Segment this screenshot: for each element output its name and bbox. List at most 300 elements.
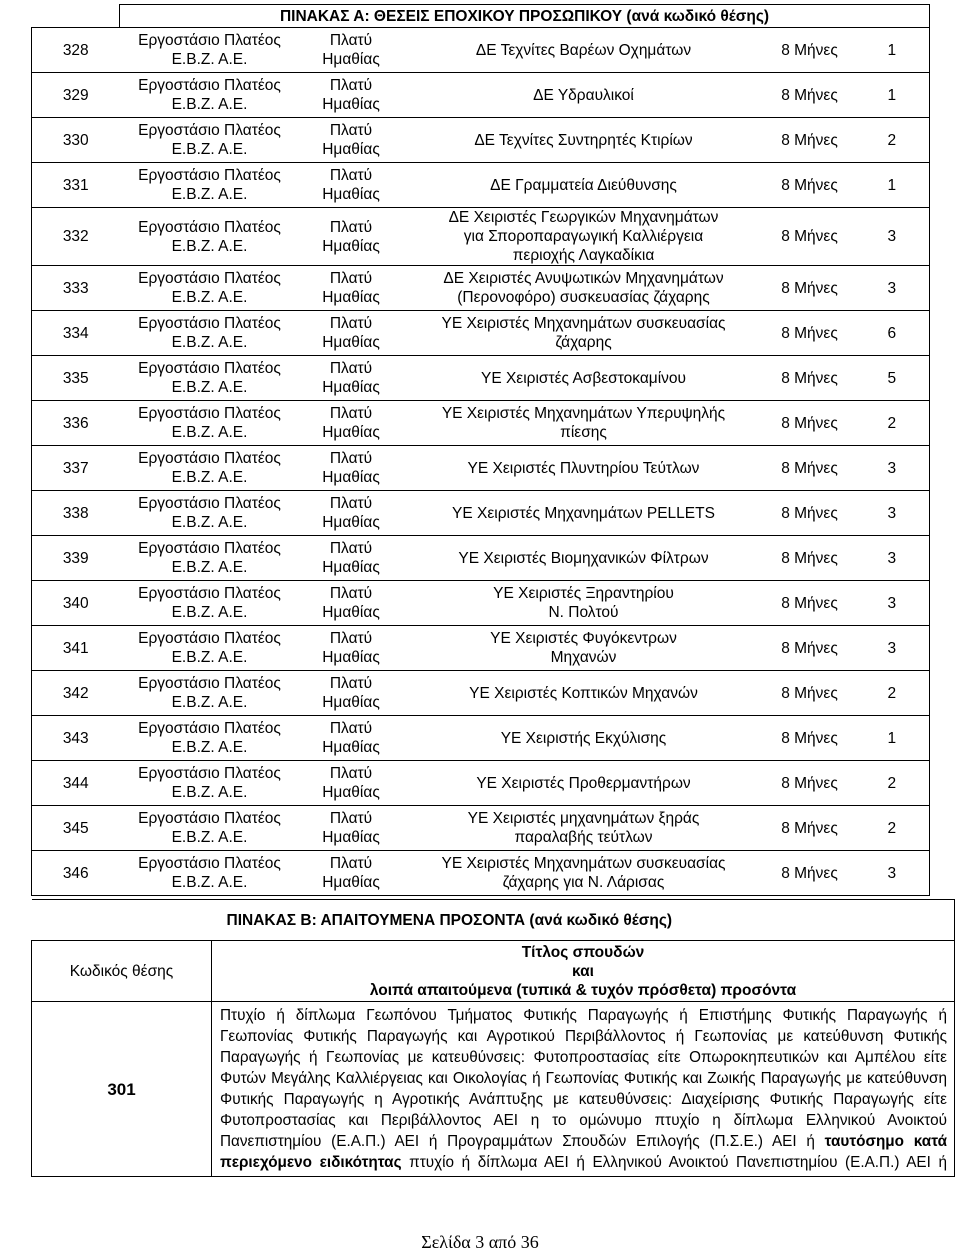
position-organization-line: Ε.Β.Ζ. Α.Ε. — [171, 289, 248, 306]
position-row — [32, 163, 930, 208]
position-location-line: Πλατύ — [329, 810, 373, 827]
position-count-line: 2 — [887, 414, 897, 432]
position-specialty — [403, 536, 765, 581]
position-specialty-line: ζάχαρης — [555, 334, 612, 351]
position-code — [32, 311, 120, 356]
position-organization — [120, 806, 300, 851]
position-code — [32, 851, 120, 896]
position-location — [300, 761, 403, 806]
position-code-line: 336 — [62, 414, 89, 432]
position-duration-line: 8 Μήνες — [781, 459, 838, 477]
position-specialty-line: Μηχανών — [550, 649, 617, 666]
position-duration — [765, 356, 855, 401]
position-code-line: 330 — [62, 131, 89, 149]
position-location — [300, 446, 403, 491]
position-count-line: 3 — [887, 228, 897, 245]
position-location-line: Πλατύ — [329, 720, 373, 737]
position-location — [300, 311, 403, 356]
position-specialty — [403, 446, 765, 491]
position-row — [32, 536, 930, 581]
position-organization-line: Εργοστάσιο Πλατέος — [138, 720, 281, 737]
position-row — [32, 73, 930, 118]
position-code-line: 328 — [62, 41, 89, 59]
position-location — [300, 716, 403, 761]
position-location — [300, 28, 403, 73]
position-duration-line: 8 Μήνες — [781, 639, 838, 657]
position-duration-line: 8 Μήνες — [781, 369, 838, 387]
position-specialty-line: ΥΕ Χειριστές Μηχανημάτων συσκευασίας — [441, 315, 726, 332]
position-code — [32, 806, 120, 851]
position-organization — [120, 626, 300, 671]
position-count-line: 3 — [887, 459, 897, 477]
position-organization — [120, 266, 300, 311]
position-specialty-line: πίεσης — [560, 424, 607, 441]
position-row — [32, 28, 930, 73]
position-code — [32, 266, 120, 311]
position-count-line: 1 — [887, 729, 897, 747]
position-organization-line: Εργοστάσιο Πλατέος — [138, 540, 281, 557]
position-count — [855, 716, 930, 761]
position-location-line: Πλατύ — [329, 32, 373, 49]
position-organization-line: Εργοστάσιο Πλατέος — [138, 270, 281, 287]
position-organization-line: Εργοστάσιο Πλατέος — [138, 585, 281, 602]
position-specialty — [403, 118, 765, 163]
position-organization — [120, 28, 300, 73]
position-code-line: 344 — [62, 774, 89, 792]
position-duration-line: 8 Μήνες — [781, 228, 838, 245]
position-location — [300, 208, 403, 266]
position-location-line: Πλατύ — [329, 585, 373, 602]
position-duration — [765, 163, 855, 208]
position-duration — [765, 716, 855, 761]
position-code-line: 331 — [62, 176, 89, 194]
position-specialty-line: ΥΕ Χειριστές Ασβεστοκαμίνου — [480, 369, 687, 387]
position-organization-line: Ε.Β.Ζ. Α.Ε. — [171, 649, 248, 666]
position-specialty-line: ΥΕ Χειριστές Μηχανημάτων συσκευασίας — [441, 855, 726, 872]
position-organization-line: Ε.Β.Ζ. Α.Ε. — [171, 739, 248, 756]
position-specialty-line: ΥΕ Χειριστής Εκχύλισης — [500, 729, 667, 747]
position-row — [32, 266, 930, 311]
position-specialty-line: ΥΕ Χειριστές Μηχανημάτων PELLETS — [452, 504, 715, 522]
position-organization — [120, 671, 300, 716]
position-count — [855, 446, 930, 491]
position-organization — [120, 118, 300, 163]
position-organization-line: Ε.Β.Ζ. Α.Ε. — [171, 514, 248, 531]
position-specialty-line: ΔΕ Χειριστές Γεωργικών Μηχανημάτων — [448, 209, 719, 226]
position-location-line: Ημαθίας — [322, 289, 380, 306]
position-count — [855, 401, 930, 446]
position-location-line: Ημαθίας — [322, 51, 380, 68]
position-count — [855, 118, 930, 163]
position-count-line: 2 — [887, 819, 897, 837]
position-organization — [120, 401, 300, 446]
position-organization-line: Εργοστάσιο Πλατέος — [138, 450, 281, 467]
position-specialty — [403, 401, 765, 446]
position-duration-line: 8 Μήνες — [781, 729, 838, 747]
position-duration — [765, 266, 855, 311]
position-count-line: 1 — [887, 86, 897, 104]
position-count-line: 3 — [887, 549, 897, 567]
position-location-line: Πλατύ — [329, 360, 373, 377]
position-code — [32, 28, 120, 73]
position-specialty-line: ΥΕ Χειριστές Ξηραντηρίου — [493, 585, 674, 602]
position-location-line: Ημαθίας — [322, 141, 380, 158]
qualifications-table-title: ΠΙΝΑΚΑΣ Β: ΑΠΑΙΤΟΥΜΕΝΑ ΠΡΟΣΟΝΤΑ (ανά κωδικό θέσης) — [212, 900, 955, 941]
position-organization-line: Ε.Β.Ζ. Α.Ε. — [171, 469, 248, 486]
position-count-line: 3 — [887, 279, 897, 297]
position-code-line: 340 — [62, 594, 89, 612]
position-location-line: Ημαθίας — [322, 874, 380, 891]
position-count — [855, 626, 930, 671]
position-organization-line: Εργοστάσιο Πλατέος — [138, 315, 281, 332]
position-organization-line: Εργοστάσιο Πλατέος — [138, 855, 281, 872]
position-location-line: Ημαθίας — [322, 424, 380, 441]
header-title-line-1: Τίτλος σπουδών — [521, 943, 645, 961]
position-code — [32, 401, 120, 446]
position-count — [855, 311, 930, 356]
position-count — [855, 163, 930, 208]
position-count-line: 3 — [887, 504, 897, 522]
position-row — [32, 208, 930, 266]
position-code-line: 335 — [62, 369, 89, 387]
position-organization — [120, 581, 300, 626]
position-organization — [120, 208, 300, 266]
position-organization — [120, 356, 300, 401]
position-organization-line: Ε.Β.Ζ. Α.Ε. — [171, 694, 248, 711]
position-duration — [765, 311, 855, 356]
position-location-line: Ημαθίας — [322, 649, 380, 666]
position-row — [32, 491, 930, 536]
position-specialty — [403, 716, 765, 761]
position-specialty-line: ΔΕ Τεχνίτες Συντηρητές Κτιρίων — [474, 131, 693, 149]
qualification-text-part-2: πτυχίο ή δίπλωμα ΑΕΙ ή Ελληνικού Ανοικτού Πανεπιστημίου (Ε.Α.Π.) ΑΕΙ ή — [401, 1154, 947, 1171]
position-organization-line: Εργοστάσιο Πλατέος — [138, 218, 281, 236]
position-code — [32, 716, 120, 761]
position-organization-line: Ε.Β.Ζ. Α.Ε. — [171, 874, 248, 891]
position-specialty-line: ΔΕ Χειριστές Ανυψωτικών Μηχανημάτων — [443, 270, 724, 287]
position-duration — [765, 806, 855, 851]
position-count-line: 3 — [887, 594, 897, 612]
position-code-line: 333 — [62, 279, 89, 297]
position-location — [300, 401, 403, 446]
position-count-line: 2 — [887, 774, 897, 792]
position-code — [32, 626, 120, 671]
position-duration-line: 8 Μήνες — [781, 324, 838, 342]
position-organization-line: Εργοστάσιο Πλατέος — [138, 167, 281, 184]
position-duration — [765, 491, 855, 536]
position-count-line: 1 — [887, 176, 897, 194]
qualification-code: 301 — [32, 1002, 212, 1177]
position-specialty — [403, 581, 765, 626]
position-code — [32, 761, 120, 806]
position-specialty — [403, 806, 765, 851]
position-location — [300, 851, 403, 896]
positions-table — [31, 4, 930, 896]
position-count-line: 5 — [887, 369, 897, 387]
position-code — [32, 73, 120, 118]
position-duration-line: 8 Μήνες — [781, 131, 838, 149]
position-location-line: Πλατύ — [329, 765, 373, 782]
position-duration — [765, 851, 855, 896]
position-code-line: 342 — [62, 684, 89, 702]
position-duration — [765, 761, 855, 806]
position-code-line: 346 — [62, 864, 89, 882]
position-count — [855, 761, 930, 806]
position-duration-line: 8 Μήνες — [781, 414, 838, 432]
position-organization-line: Ε.Β.Ζ. Α.Ε. — [171, 96, 248, 113]
position-specialty-line: ΔΕ Τεχνίτες Βαρέων Οχημάτων — [475, 41, 692, 59]
position-location-line: Πλατύ — [329, 855, 373, 872]
position-count-line: 3 — [887, 864, 897, 882]
position-row — [32, 626, 930, 671]
position-duration — [765, 28, 855, 73]
position-duration — [765, 536, 855, 581]
position-location-line: Πλατύ — [329, 77, 373, 94]
position-specialty-line: ΔΕ Γραμματεία Διεύθυνσης — [490, 176, 677, 194]
position-specialty — [403, 208, 765, 266]
position-location-line: Πλατύ — [329, 495, 373, 512]
position-location — [300, 536, 403, 581]
position-location-line: Πλατύ — [329, 122, 373, 139]
position-code — [32, 356, 120, 401]
header-title-line-3: λοιπά απαιτούμενα (τυπικά & τυχόν πρόσθετα) προσόντα — [369, 981, 797, 999]
position-code — [32, 581, 120, 626]
position-row — [32, 311, 930, 356]
position-specialty — [403, 356, 765, 401]
position-specialty-line: ΥΕ Χειριστές Βιομηχανικών Φίλτρων — [458, 549, 709, 567]
position-row — [32, 761, 930, 806]
position-duration-line: 8 Μήνες — [781, 549, 838, 567]
position-organization-line: Εργοστάσιο Πλατέος — [138, 405, 281, 422]
position-location-line: Πλατύ — [329, 540, 373, 557]
position-location — [300, 671, 403, 716]
position-organization — [120, 311, 300, 356]
position-location — [300, 266, 403, 311]
position-specialty-line: ΥΕ Χειριστές Πλυντηρίου Τεύτλων — [467, 459, 700, 477]
position-organization-line: Ε.Β.Ζ. Α.Ε. — [171, 141, 248, 158]
position-code-line: 345 — [62, 819, 89, 837]
position-specialty-line: παραλαβής τεύτλων — [514, 829, 653, 846]
position-organization-line: Ε.Β.Ζ. Α.Ε. — [171, 237, 248, 255]
position-organization-line: Ε.Β.Ζ. Α.Ε. — [171, 51, 248, 68]
position-organization — [120, 536, 300, 581]
position-location-line: Πλατύ — [329, 675, 373, 692]
position-count — [855, 266, 930, 311]
position-location — [300, 626, 403, 671]
position-location-line: Ημαθίας — [322, 559, 380, 576]
position-specialty — [403, 671, 765, 716]
position-organization-line: Ε.Β.Ζ. Α.Ε. — [171, 829, 248, 846]
position-location-line: Πλατύ — [329, 405, 373, 422]
position-specialty — [403, 28, 765, 73]
position-row — [32, 401, 930, 446]
position-row — [32, 671, 930, 716]
position-code — [32, 163, 120, 208]
position-count-line: 3 — [887, 639, 897, 657]
position-specialty — [403, 266, 765, 311]
position-specialty-line: ΥΕ Χειριστές Φυγόκεντρων — [490, 630, 677, 647]
position-code — [32, 208, 120, 266]
position-row — [32, 851, 930, 896]
position-duration-line: 8 Μήνες — [781, 504, 838, 522]
qualification-text-part-1: Πτυχίο ή δίπλωμα Γεωπόνου Τμήματος Φυτικής Παραγωγής ή Επιστήμης Φυτικής Παραγωγής ή Γεωπονίας Φυτικής Παραγωγής και Αγροτικού Περιβάλλοντος ή Γεωπονίας με κατεύθυνση Φυτικής Παραγωγής ή Γεωπονίας με κατευθύνσεις: Φυτοπροστασίας είτε Οπωροκηπευτικών και Αμπέλου είτε Φυτών Μεγάλης Καλλιέργειας και Οικολογίας ή Γεωπονίας Φυτικής και Ζωικής Παραγωγής με κατεύθυνση Φυτικής Παραγωγής η Αγροτικής Ανάπτυξης με κατευθύνσεις: Διαχείρισης Φυτικής Παραγωγής είτε Φυτοπροστασίας και Περιβάλλοντος ΑΕΙ η το ομώνυμο πτυχίο η δίπλωμα Ελληνικού Ανοικτού Πανεπιστημίου (Ε.Α.Π.) ΑΕΙ ή Προγραμμάτων Σπουδών Επιλογής (Π.Σ.Ε.) ΑΕΙ ή — [220, 1007, 947, 1150]
position-organization-line: Ε.Β.Ζ. Α.Ε. — [171, 604, 248, 621]
position-code — [32, 118, 120, 163]
position-code — [32, 671, 120, 716]
position-code-line: 329 — [62, 86, 89, 104]
position-location-line: Ημαθίας — [322, 379, 380, 396]
position-duration — [765, 446, 855, 491]
page-footer: Σελίδα 3 από 36 — [421, 1232, 539, 1252]
position-location-line: Πλατύ — [329, 315, 373, 332]
position-location-line: Πλατύ — [329, 167, 373, 184]
position-code — [32, 491, 120, 536]
position-count — [855, 356, 930, 401]
position-count — [855, 491, 930, 536]
position-organization — [120, 491, 300, 536]
qualifications-row — [32, 1002, 955, 1177]
position-organization-line: Εργοστάσιο Πλατέος — [138, 495, 281, 512]
position-location — [300, 163, 403, 208]
position-location-line: Ημαθίας — [322, 469, 380, 486]
position-code-line: 338 — [62, 504, 89, 522]
position-code-line: 332 — [62, 228, 89, 245]
position-duration — [765, 626, 855, 671]
position-organization-line: Εργοστάσιο Πλατέος — [138, 32, 281, 49]
position-duration — [765, 671, 855, 716]
position-location — [300, 356, 403, 401]
positions-table-title: ΠΙΝΑΚΑΣ Α: ΘΕΣΕΙΣ ΕΠΟΧΙΚΟΥ ΠΡΟΣΩΠΙΚΟΥ (ανά κωδικό θέσης) — [120, 5, 930, 28]
position-count-line: 2 — [887, 684, 897, 702]
position-row — [32, 356, 930, 401]
position-row — [32, 446, 930, 491]
position-location-line: Ημαθίας — [322, 694, 380, 711]
position-duration-line: 8 Μήνες — [781, 774, 838, 792]
position-organization — [120, 163, 300, 208]
position-count — [855, 806, 930, 851]
position-organization-line: Εργοστάσιο Πλατέος — [138, 360, 281, 377]
position-code-line: 339 — [62, 549, 89, 567]
position-location-line: Πλατύ — [329, 630, 373, 647]
position-location-line: Ημαθίας — [322, 186, 380, 203]
position-location-line: Ημαθίας — [322, 514, 380, 531]
position-location-line: Ημαθίας — [322, 604, 380, 621]
position-organization-line: Ε.Β.Ζ. Α.Ε. — [171, 379, 248, 396]
position-location — [300, 118, 403, 163]
position-count — [855, 851, 930, 896]
position-specialty-line: ΥΕ Χειριστές Προθερμαντήρων — [476, 774, 691, 792]
position-row — [32, 118, 930, 163]
position-code-line: 334 — [62, 324, 89, 342]
position-duration-line: 8 Μήνες — [781, 684, 838, 702]
positions-table-title-row — [32, 5, 930, 28]
position-organization — [120, 446, 300, 491]
position-location-line: Ημαθίας — [322, 739, 380, 756]
position-duration — [765, 73, 855, 118]
position-location — [300, 491, 403, 536]
position-organization — [120, 73, 300, 118]
position-row — [32, 716, 930, 761]
position-duration-line: 8 Μήνες — [781, 176, 838, 194]
position-specialty — [403, 761, 765, 806]
position-organization — [120, 851, 300, 896]
position-specialty — [403, 626, 765, 671]
position-organization-line: Ε.Β.Ζ. Α.Ε. — [171, 784, 248, 801]
position-location-line: Πλατύ — [329, 450, 373, 467]
position-organization-line: Ε.Β.Ζ. Α.Ε. — [171, 186, 248, 203]
position-count — [855, 208, 930, 266]
position-specialty-line: (Περονοφόρο) συσκευασίας ζάχαρης — [457, 289, 710, 306]
position-organization-line: Εργοστάσιο Πλατέος — [138, 77, 281, 94]
position-specialty — [403, 851, 765, 896]
header-title-line-2: και — [572, 962, 594, 980]
position-code — [32, 446, 120, 491]
position-organization-line: Εργοστάσιο Πλατέος — [138, 675, 281, 692]
position-code-line: 341 — [62, 639, 89, 657]
qualifications-table — [31, 899, 955, 1177]
position-duration-line: 8 Μήνες — [781, 86, 838, 104]
position-specialty-line: ΥΕ Χειριστές Μηχανημάτων Υπερυψηλής — [441, 405, 726, 422]
position-specialty-line: περιοχής Λαγκαδίκια — [512, 247, 655, 264]
position-specialty-line: για Σποροπαραγωγική Καλλιέργεια — [463, 228, 704, 245]
position-code-line: 337 — [62, 459, 89, 477]
position-count-line: 6 — [887, 324, 897, 342]
position-specialty-line: ζάχαρης για Ν. Λάρισας — [502, 874, 665, 891]
position-location-line: Ημαθίας — [322, 237, 380, 255]
position-duration-line: 8 Μήνες — [781, 819, 838, 837]
position-location-line: Πλατύ — [329, 270, 373, 287]
position-location — [300, 73, 403, 118]
position-location — [300, 581, 403, 626]
position-specialty-line: ΔΕ Υδραυλικοί — [533, 86, 634, 104]
position-row — [32, 581, 930, 626]
position-location — [300, 806, 403, 851]
position-organization-line: Εργοστάσιο Πλατέος — [138, 630, 281, 647]
position-count — [855, 536, 930, 581]
position-duration — [765, 118, 855, 163]
position-organization-line: Ε.Β.Ζ. Α.Ε. — [171, 559, 248, 576]
position-duration — [765, 581, 855, 626]
position-code — [32, 536, 120, 581]
position-count-line: 1 — [887, 41, 897, 59]
qualification-text-bold: ταυτόσημο κατά περιεχόμενο ειδικότητας — [220, 1133, 948, 1171]
position-organization — [120, 716, 300, 761]
position-location-line: Ημαθίας — [322, 784, 380, 801]
position-location-line: Πλατύ — [329, 218, 373, 236]
qualifications-table-header — [32, 941, 955, 1002]
position-row — [32, 806, 930, 851]
position-location-line: Ημαθίας — [322, 96, 380, 113]
position-specialty — [403, 163, 765, 208]
position-count — [855, 581, 930, 626]
position-organization-line: Ε.Β.Ζ. Α.Ε. — [171, 424, 248, 441]
position-duration-line: 8 Μήνες — [781, 594, 838, 612]
header-code: Κωδικός θέσης — [32, 941, 212, 1002]
position-specialty-line: ΥΕ Χειριστές μηχανημάτων ξηράς — [467, 810, 700, 827]
position-specialty-line: Ν. Πολτού — [548, 604, 619, 621]
position-count — [855, 73, 930, 118]
position-code-line: 343 — [62, 729, 89, 747]
position-count-line: 2 — [887, 131, 897, 149]
position-duration — [765, 208, 855, 266]
position-organization-line: Εργοστάσιο Πλατέος — [138, 810, 281, 827]
qualifications-table-title-row — [32, 900, 955, 941]
position-count — [855, 28, 930, 73]
position-duration-line: 8 Μήνες — [781, 864, 838, 882]
qualification-text — [212, 1002, 955, 1177]
position-specialty — [403, 491, 765, 536]
position-organization-line: Εργοστάσιο Πλατέος — [138, 122, 281, 139]
